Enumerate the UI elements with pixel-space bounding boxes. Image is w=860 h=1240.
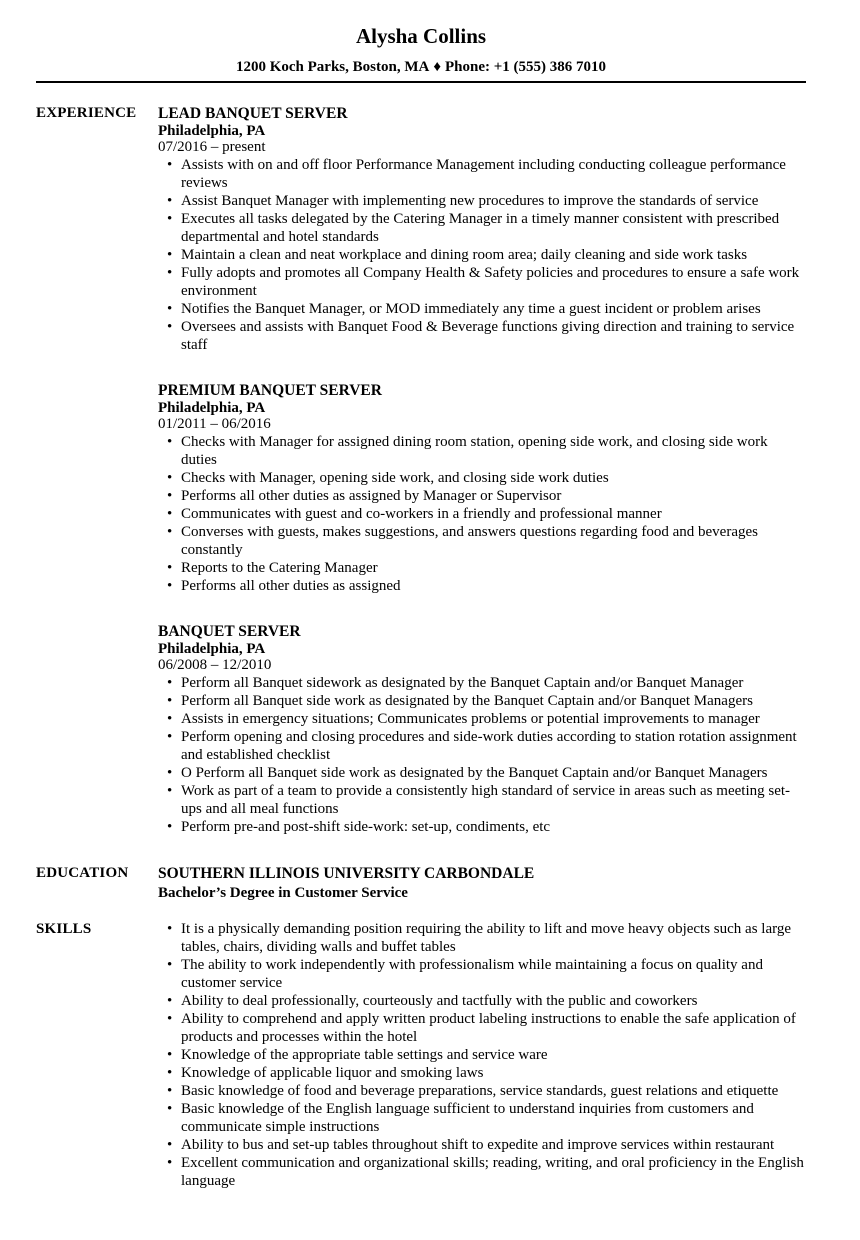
job-dates: 01/2011 – 06/2016 — [158, 416, 271, 432]
experience-content — [158, 104, 806, 836]
job-dates: 07/2016 – present — [158, 139, 266, 155]
skill-bullet: • The ability to work independently with professionalism while maintaining a focus on quality and customer service — [181, 956, 806, 992]
job-title: BANQUET SERVER — [158, 623, 301, 640]
contact-line — [36, 59, 806, 75]
job-bullet-list — [158, 156, 806, 354]
education-content — [158, 864, 806, 903]
skill-bullet: • Ability to deal professionally, courteously and tactfully with the public and coworkers — [181, 992, 806, 1010]
job-bullet: • Assists with on and off floor Performance Management including conducting colleague performance reviews — [181, 156, 806, 192]
diamond-separator-icon: ♦ — [433, 59, 441, 75]
job-bullet: • Communicates with guest and co-workers in a friendly and professional manner — [181, 505, 806, 523]
job-bullet-list — [158, 674, 806, 836]
skill-bullet: • Knowledge of the appropriate table settings and service ware — [181, 1046, 806, 1064]
job-location: Philadelphia, PA — [158, 400, 266, 416]
job-entry-banquet-server — [158, 622, 806, 836]
job-bullet: • Perform pre-and post-shift side-work: set-up, condiments, etc — [181, 818, 806, 836]
job-bullet: • Oversees and assists with Banquet Food & Beverage functions giving direction and training to service staff — [181, 318, 806, 354]
job-location: Philadelphia, PA — [158, 641, 266, 657]
job-bullet: • Checks with Manager, opening side work, and closing side work duties — [181, 469, 806, 487]
job-bullet: • Executes all tasks delegated by the Catering Manager in a timely manner consistent with prescribed departmental and hotel standards — [181, 210, 806, 246]
skills-content — [158, 920, 806, 1190]
experience-section — [36, 104, 806, 836]
contact-phone: Phone: +1 (555) 386 7010 — [444, 59, 607, 75]
skill-bullet: • Basic knowledge of the English language sufficient to understand inquiries from customers and communicate simple instructions — [181, 1100, 806, 1136]
skill-bullet: • Ability to bus and set-up tables throughout shift to expedite and improve services within restaurant — [181, 1136, 806, 1154]
candidate-name: Alysha Collins — [355, 24, 487, 48]
job-title: PREMIUM BANQUET SERVER — [158, 382, 382, 399]
contact-address: 1200 Koch Parks, Boston, MA — [235, 59, 430, 75]
job-bullet: • Assists in emergency situations; Communicates problems or potential improvements to manager — [181, 710, 806, 728]
skills-section — [36, 920, 806, 1190]
job-bullet: • Notifies the Banquet Manager, or MOD immediately any time a guest incident or problem arises — [181, 300, 806, 318]
job-bullet: • Converses with guests, makes suggestions, and answers questions regarding food and beverages constantly — [181, 523, 806, 559]
job-bullet: • Perform opening and closing procedures and side-work duties according to station rotation assignment and established checklist — [181, 728, 806, 764]
job-bullet: • Performs all other duties as assigned by Manager or Supervisor — [181, 487, 806, 505]
skill-bullet: • Ability to comprehend and apply written product labeling instructions to enable the safe application of products and processes within the hotel — [181, 1010, 806, 1046]
job-bullet: • Assist Banquet Manager with implementing new procedures to improve the standards of service — [181, 192, 806, 210]
job-bullet: • Maintain a clean and neat workplace and dining room area; daily cleaning and side work tasks — [181, 246, 806, 264]
section-label-experience: EXPERIENCE — [36, 105, 137, 121]
job-bullet: • Reports to the Catering Manager — [181, 559, 806, 577]
job-bullet: • Perform all Banquet side work as designated by the Banquet Captain and/or Banquet Managers — [181, 692, 806, 710]
header-divider — [36, 81, 806, 83]
job-bullet: • O Perform all Banquet side work as designated by the Banquet Captain and/or Banquet Managers — [181, 764, 806, 782]
job-bullet: • Checks with Manager for assigned dining room station, opening side work, and closing side work duties — [181, 433, 806, 469]
job-bullet: • Fully adopts and promotes all Company Health & Safety policies and procedures to ensure a safe work environment — [181, 264, 806, 300]
skill-bullet: • Excellent communication and organizational skills; reading, writing, and oral proficiency in the English language — [181, 1154, 806, 1190]
job-bullet: • Performs all other duties as assigned — [181, 577, 806, 595]
education-section — [36, 864, 806, 903]
job-bullet: • Perform all Banquet sidework as designated by the Banquet Captain and/or Banquet Manager — [181, 674, 806, 692]
education-school: SOUTHERN ILLINOIS UNIVERSITY CARBONDALE — [158, 865, 535, 882]
job-entry-premium-banquet-server — [158, 381, 806, 595]
section-label-education: EDUCATION — [36, 865, 129, 881]
resume-header — [36, 25, 806, 83]
skills-bullet-list — [158, 920, 806, 1190]
skill-bullet: • Knowledge of applicable liquor and smoking laws — [181, 1064, 806, 1082]
skill-bullet: • It is a physically demanding position requiring the ability to lift and move heavy objects such as large tables, chairs, dividing walls and buffet tables — [181, 920, 806, 956]
job-bullet: • Work as part of a team to provide a consistently high standard of service in areas such as meeting set-ups and all meal functions — [181, 782, 806, 818]
job-title: LEAD BANQUET SERVER — [158, 105, 348, 122]
job-bullet-list — [158, 433, 806, 595]
job-location: Philadelphia, PA — [158, 123, 266, 139]
skill-bullet: • Basic knowledge of food and beverage preparations, service standards, guest relations and etiquette — [181, 1082, 806, 1100]
education-degree: Bachelor’s Degree in Customer Service — [158, 885, 408, 901]
section-label-skills: SKILLS — [36, 921, 92, 937]
job-dates: 06/2008 – 12/2010 — [158, 657, 272, 673]
job-entry-lead-banquet-server — [158, 104, 806, 354]
